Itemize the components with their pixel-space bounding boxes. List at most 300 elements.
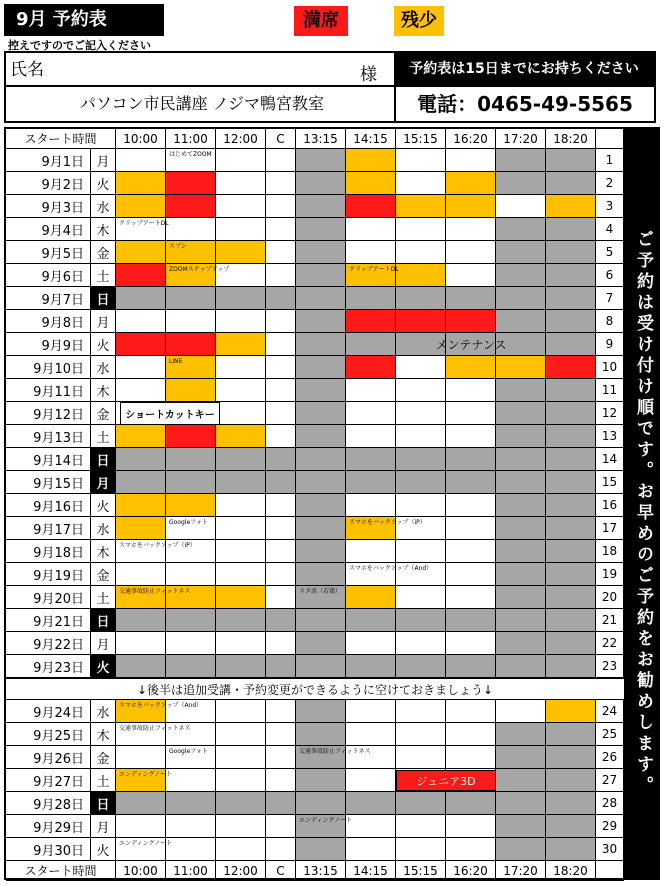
table-row (6, 655, 624, 678)
slot-cell[interactable] (496, 149, 546, 172)
slot-cell[interactable] (496, 609, 546, 632)
slot-cell[interactable] (266, 241, 296, 264)
slot-cell[interactable] (266, 471, 296, 494)
slot-cell[interactable] (116, 632, 166, 655)
slot-cell[interactable] (346, 379, 396, 402)
slot-cell[interactable] (346, 287, 396, 310)
slot-cell[interactable] (216, 655, 266, 678)
weekday-label: 日 (91, 448, 116, 471)
slot-cell[interactable] (446, 448, 496, 471)
slot-cell[interactable] (116, 448, 166, 471)
slot-cell[interactable] (266, 769, 296, 792)
slot-cell[interactable] (396, 609, 446, 632)
slot-cell[interactable] (396, 586, 446, 609)
slot-cell[interactable] (346, 310, 396, 333)
slot-cell[interactable] (266, 723, 296, 746)
slot-cell[interactable] (496, 838, 546, 861)
slot-cell[interactable] (496, 769, 546, 792)
slot-cell[interactable] (266, 356, 296, 379)
slot-cell[interactable] (346, 769, 396, 792)
slot-cell[interactable] (446, 700, 496, 723)
slot-cell[interactable] (496, 241, 546, 264)
slot-cell[interactable] (496, 218, 546, 241)
slot-cell[interactable] (216, 241, 266, 264)
slot-cell[interactable] (216, 815, 266, 838)
slot-cell[interactable] (496, 700, 546, 723)
slot-cell[interactable] (446, 494, 496, 517)
slot-cell[interactable] (266, 517, 296, 540)
slot-cell[interactable] (446, 517, 496, 540)
slot-cell[interactable] (546, 586, 596, 609)
slot-cell[interactable] (216, 540, 266, 563)
course-annotation: Googleフォト (169, 748, 208, 755)
slot-cell[interactable] (546, 609, 596, 632)
slot-cell[interactable] (496, 264, 546, 287)
slot-cell[interactable] (546, 425, 596, 448)
slot-cell[interactable] (546, 632, 596, 655)
slot-cell[interactable] (346, 448, 396, 471)
slot-cell[interactable] (216, 723, 266, 746)
slot-cell[interactable] (546, 838, 596, 861)
slot-cell[interactable] (346, 632, 396, 655)
slot-cell[interactable] (546, 746, 596, 769)
slot-cell[interactable] (216, 425, 266, 448)
slot-cell[interactable] (546, 264, 596, 287)
header-time-0: 10:00 (116, 129, 166, 149)
slot-cell[interactable] (446, 425, 496, 448)
slot-cell[interactable] (166, 425, 216, 448)
slot-cell[interactable] (396, 241, 446, 264)
slot-cell[interactable] (166, 838, 216, 861)
slot-cell[interactable] (346, 172, 396, 195)
slot-cell[interactable] (166, 563, 216, 586)
slot-cell[interactable] (216, 586, 266, 609)
slot-cell[interactable] (396, 746, 446, 769)
slot-cell[interactable] (546, 494, 596, 517)
slot-cell[interactable] (216, 287, 266, 310)
slot-cell[interactable] (216, 379, 266, 402)
slot-cell[interactable] (296, 563, 346, 586)
slot-cell[interactable] (396, 195, 446, 218)
slot-cell[interactable] (266, 172, 296, 195)
slot-cell[interactable] (266, 792, 296, 815)
row-number: 30 (596, 838, 624, 861)
slot-cell[interactable] (396, 310, 446, 333)
slot-cell[interactable] (496, 540, 546, 563)
slot-cell[interactable] (496, 494, 546, 517)
slot-cell[interactable] (546, 723, 596, 746)
slot-cell[interactable] (546, 172, 596, 195)
slot-cell[interactable] (496, 287, 546, 310)
slot-cell[interactable] (396, 172, 446, 195)
slot-cell[interactable] (116, 471, 166, 494)
slot-cell[interactable] (396, 838, 446, 861)
slot-cell[interactable] (496, 195, 546, 218)
slot-cell[interactable] (116, 241, 166, 264)
slot-cell[interactable] (216, 700, 266, 723)
slot-cell[interactable] (546, 655, 596, 678)
slot-cell[interactable] (266, 195, 296, 218)
slot-cell[interactable] (496, 379, 546, 402)
slot-cell[interactable] (496, 172, 546, 195)
date-label: 9月6日 (6, 264, 91, 287)
slot-cell[interactable] (396, 471, 446, 494)
weekday-label: 土 (91, 769, 116, 792)
slot-cell[interactable] (546, 769, 596, 792)
slot-cell[interactable] (496, 655, 546, 678)
slot-cell[interactable] (396, 218, 446, 241)
slot-cell[interactable] (266, 264, 296, 287)
slot-cell[interactable] (266, 425, 296, 448)
slot-cell[interactable] (396, 356, 446, 379)
slot-cell[interactable] (346, 471, 396, 494)
slot-cell[interactable] (296, 655, 346, 678)
slot-cell[interactable] (296, 792, 346, 815)
course-annotation: ZOOMステップアップ (169, 266, 230, 273)
slot-cell[interactable] (396, 655, 446, 678)
slot-cell[interactable] (296, 723, 346, 746)
slot-cell[interactable] (496, 402, 546, 425)
weekday-label: 土 (91, 264, 116, 287)
slot-cell[interactable] (116, 333, 166, 356)
slot-cell[interactable] (266, 609, 296, 632)
slot-cell[interactable] (216, 172, 266, 195)
slot-cell[interactable] (266, 149, 296, 172)
slot-cell[interactable] (546, 195, 596, 218)
slot-cell[interactable] (296, 310, 346, 333)
slot-cell[interactable] (446, 746, 496, 769)
slot-cell[interactable] (116, 792, 166, 815)
slot-cell[interactable] (346, 838, 396, 861)
slot-cell[interactable] (116, 609, 166, 632)
slot-cell[interactable] (216, 563, 266, 586)
junior-3d-course[interactable]: ジュニア3D (396, 770, 496, 791)
slot-cell[interactable] (216, 769, 266, 792)
slot-cell[interactable] (216, 471, 266, 494)
slot-cell[interactable] (346, 149, 396, 172)
date-label: 9月15日 (6, 471, 91, 494)
slot-cell[interactable] (446, 310, 496, 333)
slot-cell[interactable] (446, 723, 496, 746)
slot-cell[interactable] (296, 769, 346, 792)
slot-cell[interactable] (266, 310, 296, 333)
slot-cell[interactable] (266, 333, 296, 356)
slot-cell[interactable] (166, 287, 216, 310)
slot-cell[interactable] (216, 310, 266, 333)
table-row (6, 838, 624, 861)
slot-cell[interactable] (446, 586, 496, 609)
slot-cell[interactable] (546, 287, 596, 310)
row-number: 4 (596, 218, 624, 241)
slot-cell[interactable] (346, 700, 396, 723)
slot-cell[interactable] (216, 517, 266, 540)
date-label: 9月21日 (6, 609, 91, 632)
slot-cell[interactable] (496, 471, 546, 494)
slot-cell[interactable] (296, 172, 346, 195)
slot-cell[interactable] (346, 402, 396, 425)
slot-cell[interactable] (166, 609, 216, 632)
slot-cell[interactable] (116, 195, 166, 218)
slot-cell[interactable] (496, 563, 546, 586)
slot-cell[interactable] (496, 448, 546, 471)
slot-cell[interactable] (446, 471, 496, 494)
slot-cell[interactable] (396, 379, 446, 402)
slot-cell[interactable] (166, 815, 216, 838)
header-time-5: 14:15 (346, 129, 396, 149)
slot-cell[interactable] (546, 471, 596, 494)
slot-cell[interactable] (346, 655, 396, 678)
slot-cell[interactable] (346, 241, 396, 264)
slot-cell[interactable] (216, 746, 266, 769)
slot-cell[interactable] (216, 402, 266, 425)
slot-cell[interactable] (346, 356, 396, 379)
slot-cell[interactable] (346, 540, 396, 563)
slot-cell[interactable] (396, 792, 446, 815)
slot-cell[interactable] (266, 632, 296, 655)
row-number: 6 (596, 264, 624, 287)
slot-cell[interactable] (396, 425, 446, 448)
slot-cell[interactable] (266, 494, 296, 517)
slot-cell[interactable] (166, 218, 216, 241)
slot-cell[interactable] (216, 448, 266, 471)
name-label: 氏名 (10, 60, 44, 80)
slot-cell[interactable] (296, 632, 346, 655)
slot-cell[interactable] (446, 815, 496, 838)
slot-cell[interactable] (166, 379, 216, 402)
slot-cell[interactable] (296, 379, 346, 402)
slot-cell[interactable] (446, 149, 496, 172)
slot-cell[interactable] (116, 655, 166, 678)
slot-cell[interactable] (166, 333, 216, 356)
slot-cell[interactable] (116, 425, 166, 448)
slot-cell[interactable] (446, 609, 496, 632)
slot-cell[interactable] (216, 632, 266, 655)
slot-cell[interactable] (296, 448, 346, 471)
slot-cell[interactable] (116, 310, 166, 333)
slot-cell[interactable] (166, 310, 216, 333)
slot-cell[interactable] (296, 494, 346, 517)
slot-cell[interactable] (346, 609, 396, 632)
slot-cell[interactable] (166, 172, 216, 195)
slot-cell[interactable] (346, 815, 396, 838)
slot-cell[interactable] (116, 379, 166, 402)
slot-cell[interactable] (166, 632, 216, 655)
slot-cell[interactable] (446, 838, 496, 861)
row-number: 24 (596, 700, 624, 723)
slot-cell[interactable] (496, 746, 546, 769)
slot-cell[interactable] (266, 287, 296, 310)
date-label: 9月16日 (6, 494, 91, 517)
course-annotation: スマホをバックアップ（And） (349, 565, 433, 572)
slot-cell[interactable] (496, 356, 546, 379)
slot-cell[interactable] (266, 563, 296, 586)
slot-cell[interactable] (266, 586, 296, 609)
course-annotation: 交通事故防止フィットネス (119, 588, 191, 595)
slot-cell[interactable] (216, 609, 266, 632)
slot-cell[interactable] (396, 448, 446, 471)
slot-cell[interactable] (116, 287, 166, 310)
slot-cell[interactable] (346, 792, 396, 815)
slot-cell[interactable] (296, 149, 346, 172)
slot-cell[interactable] (296, 333, 346, 356)
slot-cell[interactable] (396, 632, 446, 655)
slot-cell[interactable] (296, 218, 346, 241)
slot-cell[interactable] (396, 149, 446, 172)
slot-cell[interactable] (296, 402, 346, 425)
slot-cell[interactable] (296, 517, 346, 540)
slot-cell[interactable] (446, 655, 496, 678)
slot-cell[interactable] (446, 218, 496, 241)
slot-cell[interactable] (266, 448, 296, 471)
slot-cell[interactable] (496, 425, 546, 448)
slot-cell[interactable] (296, 700, 346, 723)
slot-cell[interactable] (296, 287, 346, 310)
slot-cell[interactable] (496, 586, 546, 609)
slot-cell[interactable] (546, 815, 596, 838)
slot-cell[interactable] (166, 792, 216, 815)
slot-cell[interactable] (496, 815, 546, 838)
slot-cell[interactable] (216, 195, 266, 218)
slot-cell[interactable] (296, 241, 346, 264)
slot-cell[interactable] (546, 402, 596, 425)
slot-cell[interactable] (266, 838, 296, 861)
slot-cell[interactable] (296, 838, 346, 861)
slot-cell[interactable] (496, 632, 546, 655)
slot-cell[interactable] (546, 218, 596, 241)
footer-time-2: 12:00 (216, 861, 266, 881)
slot-cell[interactable] (446, 172, 496, 195)
slot-cell[interactable] (446, 356, 496, 379)
slot-cell[interactable] (396, 264, 446, 287)
slot-cell[interactable] (446, 563, 496, 586)
slot-cell[interactable] (546, 563, 596, 586)
slot-cell[interactable] (446, 241, 496, 264)
slot-cell[interactable] (546, 379, 596, 402)
table-row (6, 494, 624, 517)
course-annotation: 交通事故防止フィットネス (119, 725, 191, 732)
slot-cell[interactable] (346, 218, 396, 241)
slot-cell[interactable] (446, 379, 496, 402)
slot-cell[interactable] (346, 425, 396, 448)
slot-cell[interactable] (296, 425, 346, 448)
table-row (6, 769, 624, 792)
slot-cell[interactable] (496, 723, 546, 746)
slot-cell[interactable] (396, 494, 446, 517)
slot-cell[interactable] (396, 815, 446, 838)
slot-cell[interactable] (116, 746, 166, 769)
slot-cell[interactable] (116, 494, 166, 517)
slot-cell[interactable] (546, 310, 596, 333)
slot-cell[interactable] (546, 356, 596, 379)
slot-cell[interactable] (546, 700, 596, 723)
slot-cell[interactable] (266, 700, 296, 723)
slot-cell[interactable] (266, 655, 296, 678)
slot-cell[interactable] (116, 149, 166, 172)
slot-cell[interactable] (546, 149, 596, 172)
slot-cell[interactable] (166, 769, 216, 792)
slot-cell[interactable] (116, 815, 166, 838)
slot-cell[interactable] (296, 471, 346, 494)
slot-cell[interactable] (296, 609, 346, 632)
slot-cell[interactable] (266, 746, 296, 769)
slot-cell[interactable] (216, 838, 266, 861)
slot-cell[interactable] (266, 379, 296, 402)
slot-cell[interactable] (396, 723, 446, 746)
slot-cell[interactable] (166, 448, 216, 471)
slot-cell[interactable] (546, 448, 596, 471)
slot-cell[interactable] (296, 195, 346, 218)
slot-cell[interactable] (346, 494, 396, 517)
slot-cell[interactable] (266, 218, 296, 241)
slot-cell[interactable] (266, 540, 296, 563)
slot-cell[interactable] (446, 264, 496, 287)
date-label: 9月3日 (6, 195, 91, 218)
slot-cell[interactable] (216, 149, 266, 172)
row-number: 13 (596, 425, 624, 448)
date-label: 9月4日 (6, 218, 91, 241)
slot-cell[interactable] (166, 494, 216, 517)
slot-cell[interactable] (446, 195, 496, 218)
slot-cell[interactable] (496, 792, 546, 815)
header-time-2: 12:00 (216, 129, 266, 149)
slot-cell[interactable] (216, 356, 266, 379)
slot-cell[interactable] (296, 540, 346, 563)
slot-cell[interactable] (116, 356, 166, 379)
slot-cell[interactable] (546, 540, 596, 563)
slot-cell[interactable] (116, 172, 166, 195)
slot-cell[interactable] (216, 333, 266, 356)
slot-cell[interactable] (166, 655, 216, 678)
slot-cell[interactable] (446, 632, 496, 655)
slot-cell[interactable] (546, 241, 596, 264)
slot-cell[interactable] (396, 540, 446, 563)
slot-cell[interactable] (266, 815, 296, 838)
slot-cell[interactable] (166, 471, 216, 494)
slot-cell[interactable] (216, 494, 266, 517)
slot-cell[interactable] (396, 287, 446, 310)
slot-cell[interactable] (266, 402, 296, 425)
table-row (6, 746, 624, 769)
slot-cell[interactable] (446, 287, 496, 310)
slot-cell[interactable] (346, 586, 396, 609)
slot-cell[interactable] (496, 517, 546, 540)
slot-cell[interactable] (396, 700, 446, 723)
weekday-label: 月 (91, 632, 116, 655)
slot-cell[interactable] (216, 218, 266, 241)
weekday-label: 火 (91, 655, 116, 678)
slot-cell[interactable] (446, 540, 496, 563)
slot-cell[interactable] (446, 792, 496, 815)
slot-cell[interactable] (546, 517, 596, 540)
slot-cell[interactable] (166, 195, 216, 218)
slot-cell[interactable] (496, 310, 546, 333)
slot-cell[interactable] (546, 792, 596, 815)
slot-cell[interactable] (346, 195, 396, 218)
slot-cell[interactable] (346, 723, 396, 746)
slot-cell[interactable] (446, 402, 496, 425)
slot-cell[interactable] (216, 792, 266, 815)
date-label: 9月18日 (6, 540, 91, 563)
slot-cell[interactable] (396, 402, 446, 425)
slot-cell[interactable] (116, 264, 166, 287)
slot-cell[interactable] (296, 356, 346, 379)
table-row (6, 264, 624, 287)
row-number: 3 (596, 195, 624, 218)
slot-cell[interactable] (296, 264, 346, 287)
slot-cell[interactable] (116, 517, 166, 540)
weekday-label: 火 (91, 172, 116, 195)
slot-cell[interactable] (116, 563, 166, 586)
